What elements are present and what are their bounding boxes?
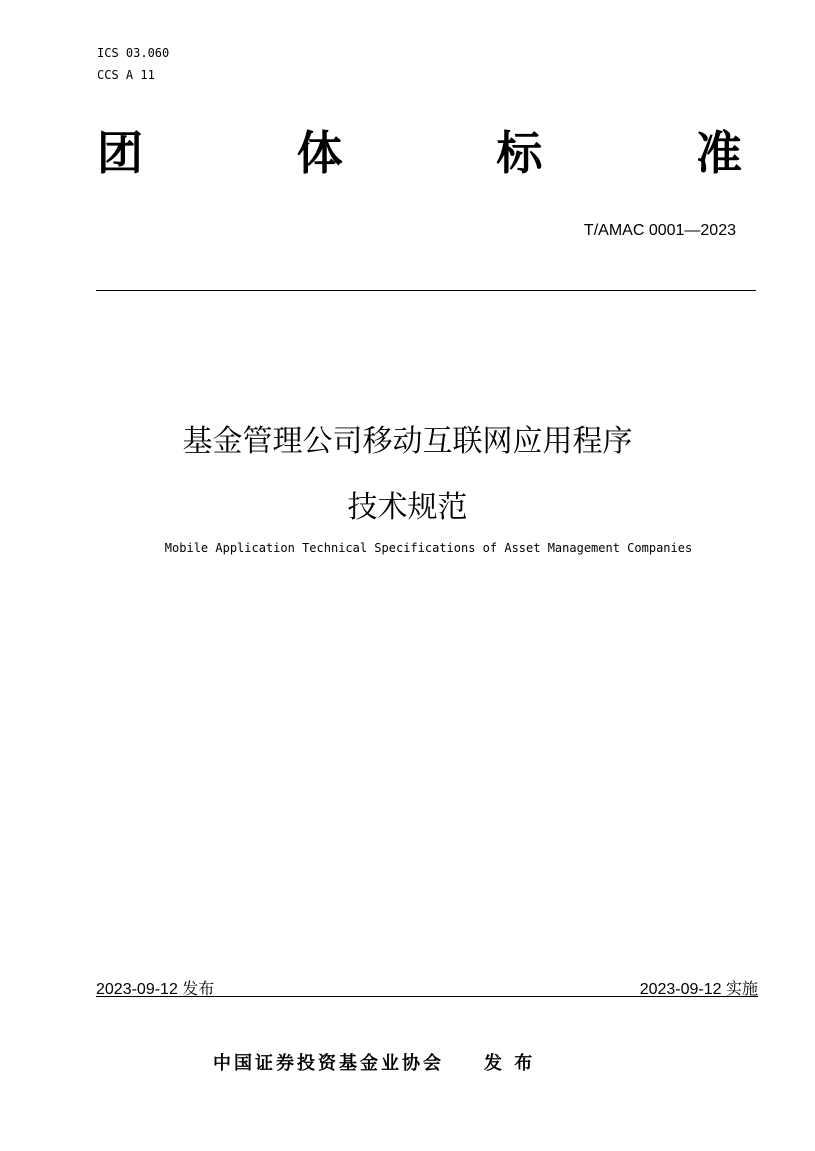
standard-type-heading: [97, 118, 742, 182]
standard-number: T/AMAC 0001—2023: [583, 222, 736, 239]
document-title-line-2: 技术规范: [347, 490, 468, 525]
ccs-code: CCS A 11: [97, 68, 155, 82]
publisher: [213, 1049, 535, 1075]
document-title-english: Mobile Application Technical Specifications of Asset Management Companies: [164, 541, 693, 555]
standard-type-char: 团: [97, 126, 143, 180]
implement-date: 2023-09-12 实施: [639, 981, 758, 998]
standard-type-char: 准: [695, 126, 742, 180]
standard-type-char: 标: [496, 126, 543, 180]
publisher-action: 发 布: [484, 1053, 536, 1074]
date-row: [96, 976, 758, 996]
classification-codes: [97, 42, 169, 86]
top-divider: [96, 290, 756, 291]
bottom-divider: [96, 996, 758, 997]
issue-date: 2023-09-12 发布: [96, 981, 215, 998]
publisher-name: 中国证券投资基金业协会: [213, 1053, 444, 1074]
standard-type-char: 体: [296, 126, 343, 180]
ics-code: ICS 03.060: [97, 46, 170, 60]
document-title-line-1: 基金管理公司移动互联网应用程序: [182, 424, 633, 459]
